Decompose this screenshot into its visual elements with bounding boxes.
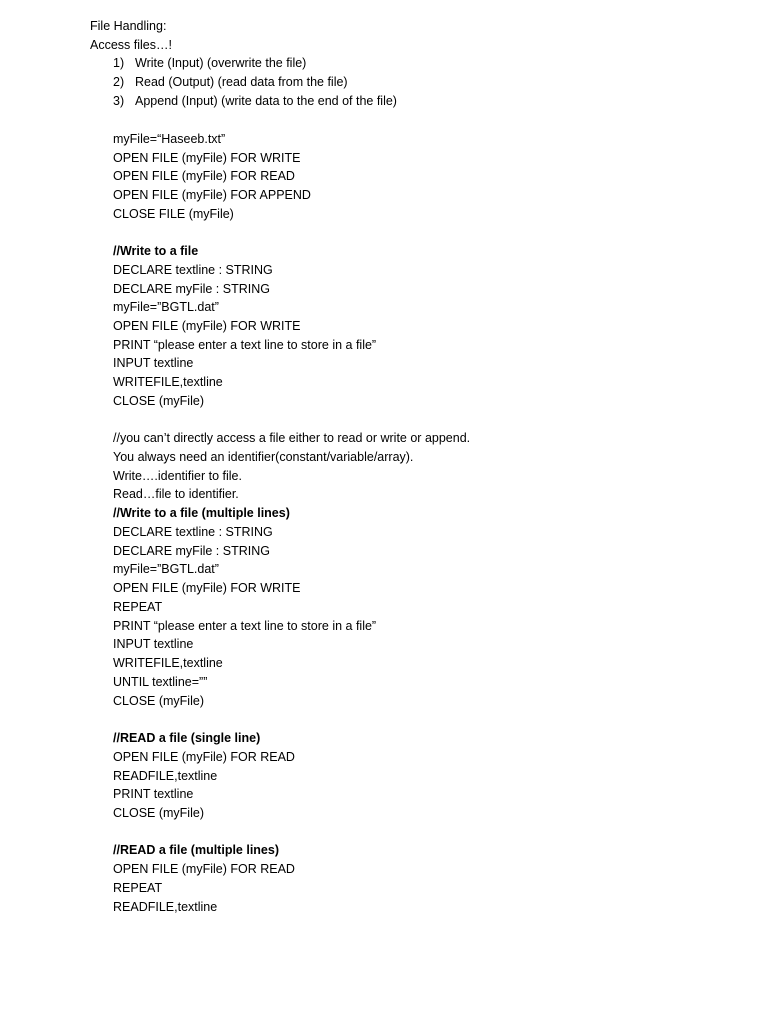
code-line: PRINT “please enter a text line to store in a file”: [113, 338, 377, 352]
code-line: READFILE,textline: [113, 769, 218, 783]
code-line: CLOSE FILE (myFile): [113, 207, 234, 221]
code-line: REPEAT: [113, 881, 163, 895]
note-line: Read…file to identifier.: [113, 487, 239, 501]
code-line: DECLARE myFile : STRING: [113, 544, 270, 558]
mode-number: 3): [113, 94, 125, 108]
code-line: myFile=”BGTL.dat”: [113, 300, 219, 314]
mode-number: 2): [113, 75, 125, 89]
code-line: DECLARE myFile : STRING: [113, 282, 270, 296]
note-line: //you can’t directly access a file either to read or write or append.: [113, 431, 471, 445]
code-line: INPUT textline: [113, 637, 194, 651]
code-line: DECLARE textline : STRING: [113, 525, 273, 539]
document-title: File Handling:: [90, 19, 167, 33]
code-line: OPEN FILE (myFile) FOR READ: [113, 750, 295, 764]
section-heading-read-single: //READ a file (single line): [113, 731, 261, 745]
mode-number: 1): [113, 56, 125, 70]
code-line: OPEN FILE (myFile) FOR READ: [113, 862, 295, 876]
code-line: OPEN FILE (myFile) FOR WRITE: [113, 151, 301, 165]
code-line: CLOSE (myFile): [113, 394, 204, 408]
code-line: WRITEFILE,textline: [113, 375, 223, 389]
mode-text: Write (Input) (overwrite the file): [135, 56, 307, 70]
section-heading-write: //Write to a file: [113, 244, 199, 258]
code-line: CLOSE (myFile): [113, 806, 204, 820]
note-line: You always need an identifier(constant/variable/array).: [113, 450, 414, 464]
code-line: CLOSE (myFile): [113, 694, 204, 708]
code-line: PRINT “please enter a text line to store in a file”: [113, 619, 377, 633]
mode-text: Read (Output) (read data from the file): [135, 75, 348, 89]
document-subtitle: Access files…!: [90, 38, 172, 52]
section-heading-write-multi: //Write to a file (multiple lines): [113, 506, 290, 520]
mode-text: Append (Input) (write data to the end of the file): [135, 94, 397, 108]
code-line: DECLARE textline : STRING: [113, 263, 273, 277]
code-line: WRITEFILE,textline: [113, 656, 223, 670]
code-line: OPEN FILE (myFile) FOR APPEND: [113, 188, 311, 202]
note-line: Write….identifier to file.: [113, 469, 242, 483]
code-line: PRINT textline: [113, 787, 194, 801]
section-heading-read-multi: //READ a file (multiple lines): [113, 843, 279, 857]
code-line: UNTIL textline=””: [113, 675, 208, 689]
code-line: myFile=”BGTL.dat”: [113, 562, 219, 576]
code-line: INPUT textline: [113, 356, 194, 370]
code-line: READFILE,textline: [113, 900, 218, 914]
code-line: OPEN FILE (myFile) FOR WRITE: [113, 319, 301, 333]
code-line: myFile=“Haseeb.txt”: [113, 132, 226, 146]
code-line: OPEN FILE (myFile) FOR READ: [113, 169, 295, 183]
code-line: REPEAT: [113, 600, 163, 614]
code-line: OPEN FILE (myFile) FOR WRITE: [113, 581, 301, 595]
